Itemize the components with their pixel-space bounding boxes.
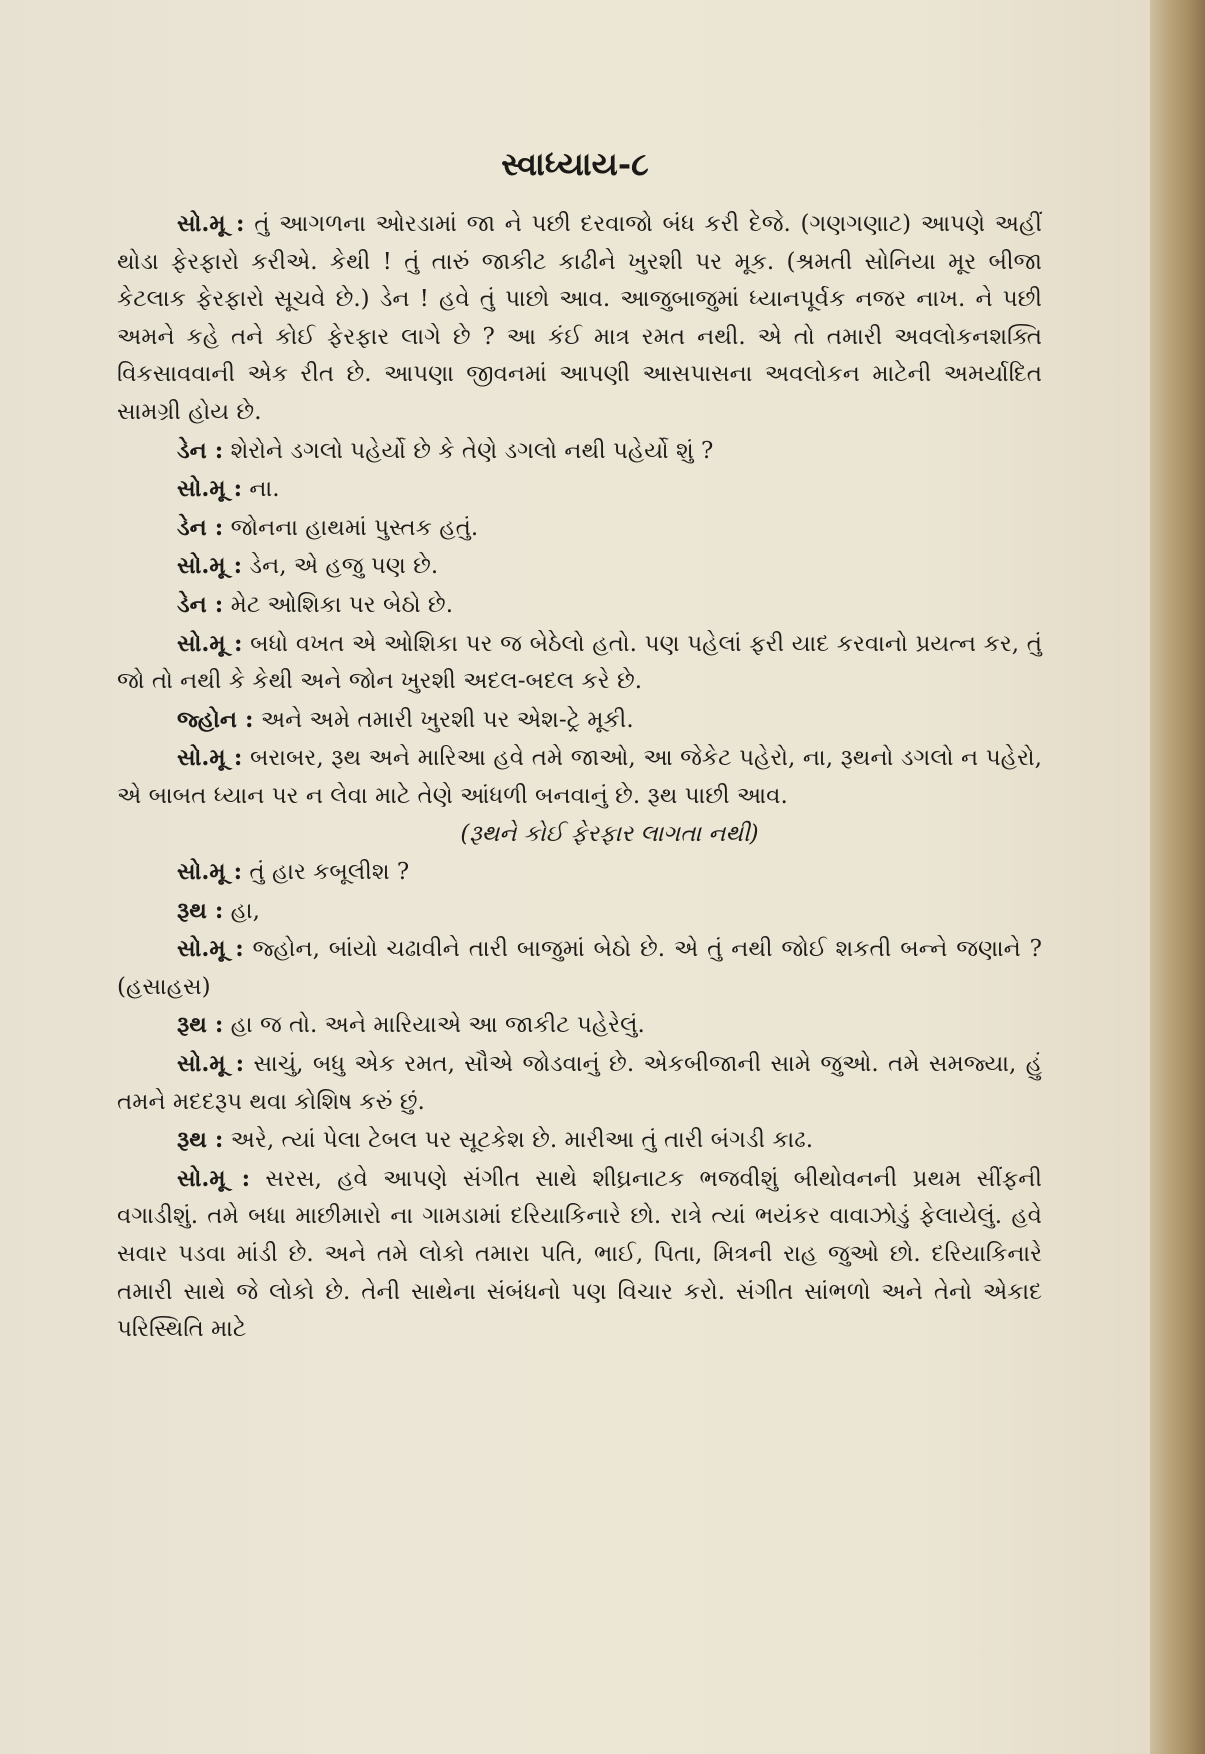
speaker-name: સો.મૂ : [177,744,243,772]
dialogue-text: સાચું, બધુ એક રમત, સૌએ જોડવાનું છે. એકબીજાની સામે જુઓ. તમે સમજ્યા, હું તમને મદદરૂપ થવા કોશિષ કરું છું. [117,1051,1042,1115]
dialogue-text: ડેન, એ હજુ પણ છે. [242,553,439,580]
dialogue-text: તું હાર કબૂલીશ ? [242,859,410,886]
speaker-name: સો.મૂ : [177,1164,251,1192]
speaker-name: સો.મૂ : [177,552,243,580]
dialogue-paragraph [117,701,1042,740]
dialogue-paragraph [117,625,1042,701]
dialogue-paragraph [117,1121,1042,1160]
dialogue-paragraph [117,1160,1042,1349]
speaker-name: જ્હોન : [177,705,254,733]
dialogue-paragraph [117,586,1042,625]
dialogue-text: જ્હોન, બાંયો ચઢાવીને તારી બાજુમાં બેઠો છે. એ તું નથી જોઈ શકતી બન્ને જણાને ? (હસાહસ) [117,936,1042,1000]
dialogue-paragraph [117,739,1042,815]
dialogue-text: શેરોને ડગલો પહેર્યો છે કે તેણે ડગલો નથી પહેર્યો શું ? [223,437,714,464]
dialogue-text: બધો વખત એ ઓશિકા પર જ બેઠેલો હતો. પણ પહેલાં ફરી યાદ કરવાનો પ્રયત્ન કર, તું જો તો નથી કે કેથી અને જોન ખુરશી અદલ-બદલ કરે છે. [117,630,1042,695]
speaker-name: સો.મૂ : [177,935,244,963]
page-title: સ્વાધ્યાય-૮ [501,145,649,183]
dialogue-paragraph [117,1045,1042,1121]
dialogue-text: અને અમે તમારી ખુરશી પર એશ-ટ્રે મૂકી. [253,706,634,733]
speaker-name: રૂથ : [177,896,224,924]
dialogue-text: બરાબર, રૂથ અને મારિઆ હવે તમે જાઓ, આ જેકેટ પહેરો, ના, રૂથનો ડગલો ન પહેરો, એ બાબત ધ્યાન પર ન લેવા માટે તેણે આંધળી બનવાનું છે. રૂથ પાછી આવ. [117,745,1042,809]
speaker-name: સો.મૂ : [177,1050,245,1078]
page-edge [1150,0,1205,1754]
dialogue-text: મેટ ઓશિકા પર બેઠો છે. [223,591,454,618]
dialogue-paragraph [117,547,1042,586]
speaker-name: સો.મૂ : [177,475,243,503]
dialogue-text: તું આગળના ઓરડામાં જા ને પછી દરવાજો બંધ કરી દેજે. (ગણગણાટ) આપણે અહીં થોડા ફેરફારો કરીએ. કેથી ! તું તારું જાકીટ કાઢીને ખુરશી પર મૂક. (શ્રમતી સોનિયા મૂર બીજા કેટલાક ફેરફારો સૂચવે છે.) ડેન ! હવે તું પાછો આવ. આજુબાજુમાં ધ્યાનપૂર્વક નજર નાખ. ને પછી અમને કહે તને કોઈ ફેરફાર લાગે છે ? આ કંઈ માત્ર રમત નથી. એ તો તમારી અવલોકનશક્તિ વિકસાવવાની એક રીત છે. આપણા જીવનમાં આપણી આસપાસના અવલોકન માટેની અમર્યાદિત સામગ્રી હોય છે. [117,211,1042,425]
speaker-name: ડેન : [177,436,224,464]
speaker-name: રૂથ : [177,1126,224,1154]
speaker-name: સો.મૂ : [177,210,245,237]
dialogue-text: અરે, ત્યાં પેલા ટેબલ પર સૂટકેશ છે. મારીઆ તું તારી બંગડી કાઢ. [223,1127,814,1154]
dialogue-paragraph [117,509,1042,548]
dialogue-text: સરસ, હવે આપણે સંગીત સાથે શીઘ્રનાટક ભજવીશું બીથોવનની પ્રથમ સીંફની વગાડીશું. તમે બધા માછીમારો ના ગામડામાં દરિયાકિનારે છો. રાત્રે ત્યાં ભયંકર વાવાઝોડું ફેલાયેલું. હવે સવાર પડવા માંડી છે. અને તમે લોકો તમારા પતિ, ભાઈ, પિતા, મિત્રની રાહ જુઓ છો. દરિયાકિનારે તમારી સાથે જે લોકો છે. તેની સાથેના સંબંધનો પણ વિચાર કરો. સંગીત સાંભળો અને તેનો એકાદ પરિસ્થિતિ માટે [117,1165,1043,1343]
dialogue-paragraph [117,470,1042,509]
speaker-name: સો.મૂ : [177,858,243,886]
dialogue-paragraph [117,1006,1042,1045]
stage-direction: (રૂથને કોઈ ફેરફાર લાગતા નથી) [460,820,759,847]
bleed-through-text [115,95,455,125]
speaker-name: ડેન : [177,513,224,541]
dialogue-paragraph [117,892,1042,931]
dialogue-text: ના. [242,476,280,503]
dialogue-text: જોનના હાથમાં પુસ્તક હતું. [223,514,479,541]
body-text [117,205,1042,1349]
speaker-name: ડેન : [177,590,224,618]
speaker-name: સો.મૂ : [177,629,243,657]
dialogue-paragraph [117,205,1042,432]
dialogue-paragraph [117,432,1042,471]
speaker-name: રૂથ : [177,1011,224,1039]
dialogue-text: હા, [223,897,260,924]
dialogue-paragraph [117,853,1042,892]
dialogue-text: હા જ તો. અને મારિયાએ આ જાકીટ પહેરેલું. [223,1012,645,1039]
dialogue-paragraph [117,930,1042,1006]
